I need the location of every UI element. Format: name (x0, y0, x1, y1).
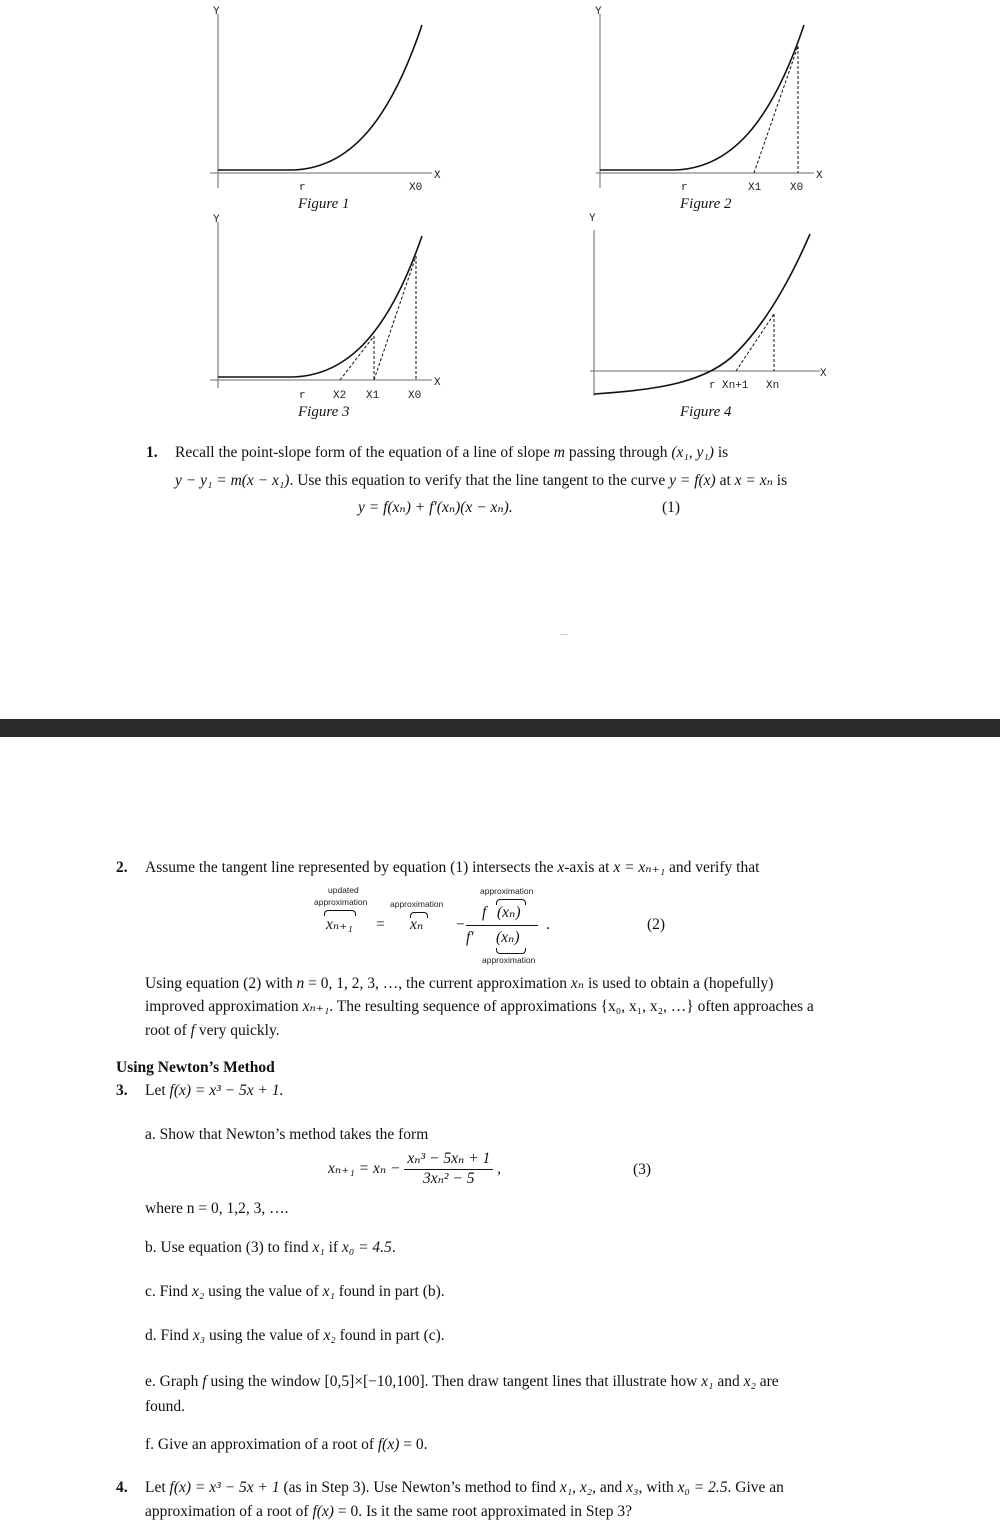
q3-b-x1: x₁ (312, 1239, 325, 1256)
q3-d-a: d. Find (145, 1327, 193, 1344)
figure-2-tangent (754, 46, 798, 173)
q2-brace-den (496, 948, 526, 954)
q2-num-f: f (482, 904, 487, 921)
q2-intro (145, 859, 759, 878)
figure-4-tick-r: r (709, 380, 716, 392)
figure-3-tick-x0: X0 (408, 390, 422, 402)
q4-line2-a: approximation of a root of (145, 1503, 313, 1520)
figure-2-x-label: X (816, 170, 823, 182)
q2-equals: = (376, 916, 385, 933)
q3-where: where n = 0, 1,2, 3, …. (145, 1200, 289, 1217)
q1-line2-b: at (715, 472, 735, 489)
figure-3 (200, 208, 460, 423)
q2-den-arg: (xₙ) (496, 929, 520, 946)
figure-2-tick-r: r (681, 182, 688, 194)
q4-line2-b: = 0. Is it the same root approximated in Step 3? (333, 1503, 632, 1520)
q2-xn: xₙ (410, 916, 424, 933)
q3-eq-lhs: xₙ₊₁ = xₙ − (328, 1159, 401, 1177)
q2-body-line-1 (145, 972, 875, 995)
q3-e-line-2: found. (145, 1398, 186, 1415)
q4-line2-fx: f(x) (312, 1503, 334, 1520)
q3-f-a: f. Give an approximation of a root of (145, 1436, 378, 1453)
q1-curve: y = f(x) (669, 472, 716, 489)
figure-2-curve (600, 25, 804, 170)
figure-4-curve (594, 234, 810, 394)
figure-4-tangent (736, 314, 774, 371)
q3-eq-den: 3xₙ² − 5 (422, 1169, 475, 1187)
q3-eq-fraction (404, 1150, 493, 1188)
q3-e-d: and (713, 1373, 744, 1390)
q4-x0: x₀ = 2.5 (677, 1479, 728, 1496)
q4-a: Let (145, 1479, 170, 1496)
figure-3-curve (218, 236, 422, 377)
q2-body-line2-a: improved approximation (145, 998, 303, 1016)
q1-line1-a: Recall the point-slope form of the equation of a line of slope (175, 444, 554, 461)
figure-3-tangent-1 (374, 256, 416, 380)
q1-line1-c: is (713, 444, 729, 461)
figure-2-tick-x1: X1 (748, 182, 762, 194)
q2-body-line1-b: = 0, 1, 2, 3, …, the current approximation (304, 975, 571, 992)
page-divider (0, 719, 1000, 737)
q3-b (145, 1239, 396, 1258)
q1-line2-a: . Use this equation to verify that the line tangent to the curve (289, 472, 670, 489)
q2-body-line3-b: very quickly. (194, 1021, 280, 1039)
q3-e (145, 1373, 779, 1392)
figure-3-caption: Figure 3 (298, 404, 350, 420)
q2-x-axis-word: x (557, 859, 565, 876)
q3-a: a. Show that Newton’s method takes the form (145, 1126, 429, 1143)
figure-3-y-label: Y (213, 214, 220, 226)
q3-d (145, 1327, 445, 1346)
section-title: Using Newton’s Method (116, 1059, 275, 1076)
q3-eq-label: (3) (633, 1161, 652, 1178)
q1-eq-label: (1) (662, 499, 681, 516)
q2-body-line-3 (145, 1019, 875, 1042)
q2-number: 2. (116, 859, 128, 876)
q2-intro-c: and verify that (665, 859, 760, 876)
q4-line-2 (145, 1503, 632, 1522)
figure-4-y-label: Y (589, 213, 596, 225)
q3-let (145, 1082, 283, 1101)
figure-2-tick-x0: X0 (790, 182, 804, 194)
q3-d-x2: x₂ (323, 1327, 336, 1344)
q3-b-b: if (324, 1239, 342, 1256)
q4-e: , with (638, 1479, 678, 1496)
q3-e-c: . Then draw tangent lines that illustrate how (424, 1373, 702, 1390)
figure-2-caption: Figure 2 (680, 196, 732, 212)
figure-4-tick-xn: Xn (766, 380, 780, 392)
q2-intro-a: Assume the tangent line represented by equation (1) intersects the (145, 859, 558, 876)
q3-number: 3. (116, 1082, 128, 1099)
q4-c: , (572, 1479, 580, 1496)
q1-point: (x₁, y₁) (671, 444, 714, 461)
q2-minus: − (456, 916, 465, 933)
q3-let-a: Let (145, 1082, 170, 1099)
q2-body-line3-a: root of (145, 1021, 191, 1039)
q2-lhs: xₙ₊₁ (326, 916, 353, 933)
q2-body-line1-c: is used to obtain a (hopefully) (584, 975, 774, 992)
q3-fx: f(x) = x³ − 5x + 1. (169, 1082, 284, 1099)
q2-intro-b: -axis at (564, 859, 614, 876)
figure-3-tick-x2: X2 (333, 390, 347, 402)
q2-num-arg: (xₙ) (497, 904, 521, 921)
q2-body-f: f (190, 1021, 195, 1039)
q2-label-updated-2: approximation (314, 897, 368, 907)
q2-body-xn: xₙ (570, 975, 585, 992)
q3-eq-comma: , (497, 1159, 501, 1177)
q1-line-1 (175, 444, 728, 463)
q4-d: , and (592, 1479, 627, 1496)
q3-b-c: . (391, 1239, 396, 1256)
q2-body-line-2 (145, 995, 875, 1018)
q2-body-line2-b: . The resulting sequence of approximations {x₀, x₁, x₂, …} often approaches a (329, 998, 814, 1016)
q4-x3: x₃ (626, 1479, 639, 1496)
q3-e-f: f (202, 1373, 207, 1390)
figure-2-y-label: Y (595, 6, 602, 18)
figure-2 (582, 0, 842, 215)
q2-body (145, 972, 875, 1042)
q4-x2: x₂ (579, 1479, 593, 1496)
q2-body-n: n (296, 975, 305, 992)
q2-eq-label: (2) (647, 916, 666, 933)
q1-number: 1. (146, 444, 158, 461)
figure-4-caption: Figure 4 (680, 404, 732, 420)
figure-3-x-label: X (434, 377, 441, 389)
q3-e-x1: x₁ (701, 1373, 714, 1390)
q3-d-b: using the value of (205, 1327, 324, 1344)
figure-1-tick-x0: X0 (409, 182, 423, 194)
q3-c-c: found in part (b). (334, 1283, 445, 1300)
q4-f: . Give an (727, 1479, 784, 1496)
figure-1-curve (218, 25, 422, 170)
q3-e-window: [0,5]×[−10,100] (324, 1373, 425, 1390)
q1-tangent-equation: y = f(xₙ) + f′(xₙ)(x − xₙ). (358, 499, 513, 516)
q2-label-approx-mid: approximation (390, 899, 444, 909)
figure-1-x-label: X (434, 170, 441, 182)
q2-label-approx-bottom: approximation (482, 955, 536, 965)
figure-3-tangent-2 (340, 336, 374, 380)
q2-equation (300, 880, 700, 970)
q4-number: 4. (116, 1479, 128, 1496)
q1-line2-c: is (772, 472, 788, 489)
figure-1 (200, 0, 460, 215)
q3-d-x3: x₃ (192, 1327, 206, 1344)
q3-e-a: e. Graph (145, 1373, 203, 1390)
q2-intersect: x = xₙ₊₁ (613, 859, 666, 876)
faint-mark (560, 634, 568, 635)
q4-b: (as in Step 3). Use Newton’s method to find (279, 1479, 560, 1496)
q3-eq-num: xₙ³ − 5xₙ + 1 (404, 1150, 493, 1170)
q3-f (145, 1436, 428, 1455)
q4-x1: x₁ (559, 1479, 573, 1496)
figure-4 (576, 208, 846, 423)
q3-b-a: b. Use equation (3) to find (145, 1239, 313, 1256)
figure-4-x-label: X (820, 368, 827, 380)
q3-c-b: using the value of (204, 1283, 323, 1300)
q2-den-f: f′ (466, 929, 474, 946)
q2-label-approx-top: approximation (480, 886, 534, 896)
figure-4-tick-xn1: Xn+1 (722, 380, 749, 392)
q1-eq-pointslope: y − y₁ = m(x − x₁) (175, 472, 290, 489)
q3-e-e: are (755, 1373, 779, 1390)
q1-at: x = xₙ (734, 472, 773, 489)
q4-line-1 (145, 1479, 784, 1498)
q2-fraction-bar (466, 925, 538, 926)
figure-3-tick-x1: X1 (366, 390, 380, 402)
q3-equation (328, 1150, 501, 1188)
figure-1-tick-r: r (299, 182, 306, 194)
q2-label-updated-1: updated (328, 885, 359, 895)
q3-b-x0: x₀ = 4.5 (341, 1239, 392, 1256)
figure-3-tick-r: r (299, 390, 306, 402)
q3-e-b: using the window (206, 1373, 325, 1390)
figure-1-caption: Figure 1 (298, 196, 350, 212)
q3-f-b: = 0. (399, 1436, 428, 1453)
q1-m: m (553, 444, 565, 461)
q3-c-x1: x₁ (322, 1283, 335, 1300)
figure-1-y-label: Y (213, 6, 220, 18)
q3-c (145, 1283, 445, 1302)
q2-body-xn1: xₙ₊₁ (302, 998, 330, 1016)
q2-body-line1-a: Using equation (2) with (145, 975, 297, 992)
q3-e-x2: x₂ (743, 1373, 756, 1390)
q3-c-x2: x₂ (191, 1283, 205, 1300)
q3-d-c: found in part (c). (335, 1327, 445, 1344)
q1-line-2 (175, 472, 787, 491)
q3-f-fx: f(x) (377, 1436, 400, 1453)
q3-c-a: c. Find (145, 1283, 192, 1300)
q4-fx: f(x) = x³ − 5x + 1 (169, 1479, 280, 1496)
q2-period: . (546, 916, 550, 933)
q1-line1-b: passing through (564, 444, 672, 461)
